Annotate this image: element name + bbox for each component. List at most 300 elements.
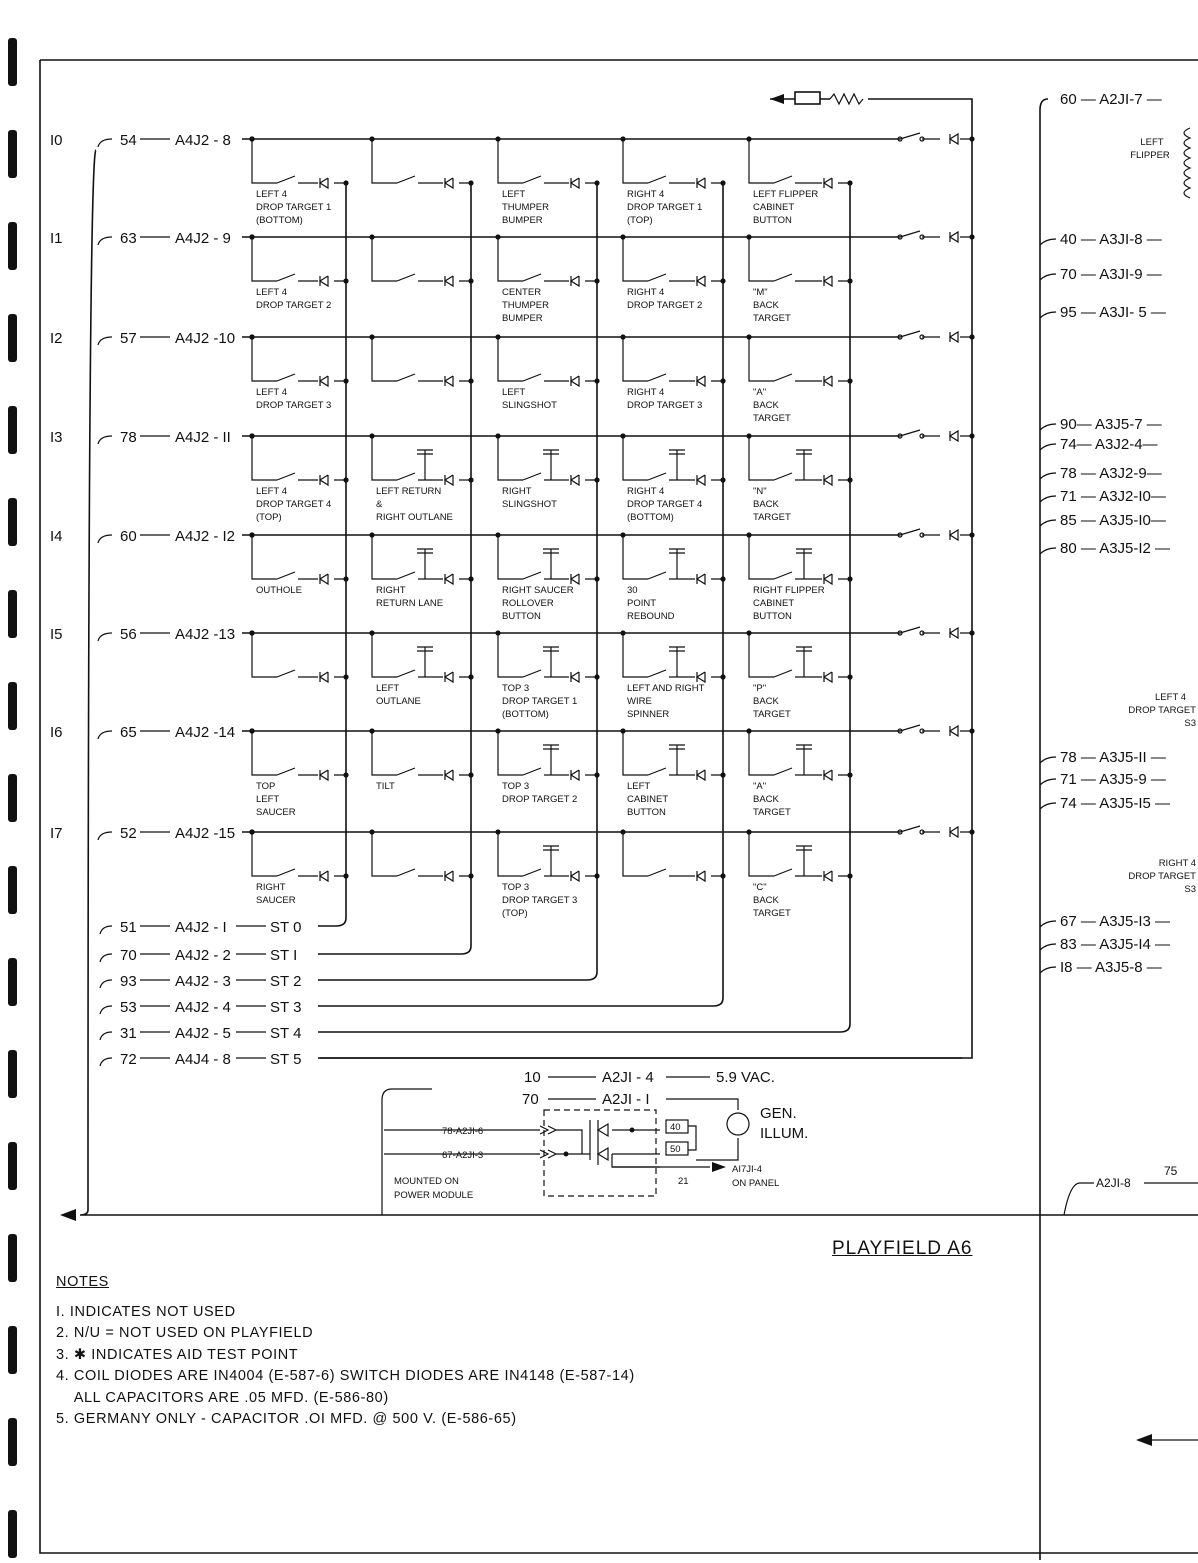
notes-title: NOTES (56, 1274, 109, 1290)
junction-dot (720, 674, 725, 679)
switch-cell (620, 532, 725, 622)
switch-label: BUTTON (502, 611, 541, 622)
right-wire: 74 — A3J5-I5 — (1060, 795, 1171, 812)
switch-label: BUTTON (753, 215, 792, 226)
row-wire-number: 65 (120, 724, 137, 741)
switch-label: "N" (753, 486, 767, 497)
switch-label: TARGET (753, 512, 791, 523)
switch-label: SAUCER (256, 807, 296, 818)
switch-diode-icon (320, 276, 328, 286)
row-wire-number: 54 (120, 132, 137, 149)
binding-hole-mark (8, 1050, 17, 1098)
note-4b: ALL CAPACITORS ARE .05 MFD. (E-586-80) (56, 1389, 389, 1406)
switch-diode-icon (824, 376, 832, 386)
strobe-lead (100, 1032, 112, 1040)
relay-box-50: 50 (670, 1144, 681, 1155)
row-label: I1 (50, 230, 63, 247)
row-switch (900, 826, 972, 832)
switch-label: LEFT (376, 683, 400, 694)
switch-diode-icon (445, 276, 453, 286)
switch-wire (498, 139, 597, 183)
row-diode (950, 827, 958, 837)
junction-dot (969, 829, 974, 834)
switch-cell (249, 630, 348, 682)
right-wire-lead (1040, 444, 1056, 450)
strobe-lead (100, 1006, 112, 1014)
switch-label: "A" (753, 781, 767, 792)
strobe-label: ST 0 (270, 919, 302, 936)
switch-diode-icon (445, 475, 453, 485)
gen-illum-relay (382, 1069, 808, 1215)
switch-label: TARGET (753, 908, 791, 919)
right-lt-2: DROP TARGET (1128, 705, 1196, 716)
switch-wire (749, 633, 850, 677)
switch-label: DROP TARGET 2 (256, 300, 332, 311)
capacitor-icon (796, 450, 812, 480)
switch-diode-icon (697, 574, 705, 584)
switch-diode-icon (445, 574, 453, 584)
row-switch (900, 231, 972, 237)
illum-vac: 5.9 VAC. (716, 1069, 775, 1086)
right-wire-lead (1040, 779, 1056, 785)
right-wire-lead (1040, 239, 1056, 245)
switch-label: TILT (376, 781, 395, 792)
row-wire-number: 60 (120, 528, 137, 545)
switch-wire (498, 237, 597, 281)
junction-dot (468, 378, 473, 383)
junction-dot (969, 630, 974, 635)
note-3: 3. ✱ INDICATES AID TEST POINT (56, 1346, 299, 1363)
right-wire: 40 — A3JI-8 — (1060, 231, 1162, 248)
switch-cell (249, 532, 348, 596)
strobe-column (840, 183, 850, 1032)
row-lead (98, 237, 112, 245)
switch-label: "M" (753, 287, 768, 298)
note-4: 4. COIL DIODES ARE IN4004 (E-587-6) SWITCH DIODES ARE IN4148 (E-587-14) (56, 1368, 635, 1384)
switch-diode-icon (824, 770, 832, 780)
switch-label: BACK (753, 400, 779, 411)
switch-label: ROLLOVER (502, 598, 554, 609)
illum-input-2: 67-A2JI-3 (442, 1150, 484, 1161)
switch-label: RIGHT 4 (627, 189, 665, 200)
capacitor-icon (543, 450, 559, 480)
strobe-connector: A4J2 - 5 (175, 1025, 231, 1042)
binding-hole-mark (8, 406, 17, 454)
strobe-column (461, 183, 471, 954)
switch-label: DROP TARGET 3 (256, 400, 332, 411)
junction-dot (720, 873, 725, 878)
switch-diode-icon (445, 178, 453, 188)
switch-cell (495, 532, 599, 622)
row-connector: A4J2 - 8 (175, 132, 231, 149)
right-wire-lead (1040, 424, 1056, 430)
left-bus-arrow (60, 1209, 76, 1221)
switch-wire (749, 436, 850, 480)
switch-cell (746, 136, 852, 226)
junction-dot (847, 576, 852, 581)
mounted-on-1: MOUNTED ON (394, 1176, 459, 1187)
switch-diode-icon (697, 376, 705, 386)
junction-dot (594, 278, 599, 283)
switch-diode-icon (824, 672, 832, 682)
switch-wire (252, 535, 346, 579)
switch-diode-icon (320, 770, 328, 780)
switch-label: OUTLANE (376, 696, 421, 707)
binding-hole-mark (8, 130, 17, 178)
switch-label: LEFT FLIPPER (753, 189, 819, 200)
switch-label: DROP TARGET 3 (502, 895, 578, 906)
row-label: I6 (50, 724, 63, 741)
switch-diode-icon (697, 672, 705, 682)
right-rt-3: S3 (1184, 884, 1196, 895)
gen-illum-label-2: ILLUM. (760, 1125, 809, 1142)
switch-wire (749, 535, 850, 579)
switch-label: SPINNER (627, 709, 670, 720)
switch-cell (495, 334, 599, 411)
row-switch (900, 133, 972, 139)
row-wire-number: 52 (120, 825, 137, 842)
switch-cell (369, 630, 473, 707)
right-wire-lead (1040, 757, 1056, 763)
switch-label: 30 (627, 585, 638, 596)
switch-cell (249, 234, 348, 311)
switch-label: DROP TARGET 1 (256, 202, 332, 213)
switch-cell (495, 829, 599, 919)
switch-label: LEFT (627, 781, 651, 792)
switch-cell (746, 433, 852, 523)
switch-label: BUTTON (627, 807, 666, 818)
switch-wire (372, 139, 471, 183)
switch-cell (495, 234, 599, 324)
switch-label: TOP 3 (502, 882, 530, 893)
row-lead (98, 731, 112, 739)
row-connector: A4J2 -14 (175, 724, 236, 741)
junction-dot (720, 576, 725, 581)
strobe-wire-number: 72 (120, 1051, 137, 1068)
switch-label: BACK (753, 794, 779, 805)
switch-label: RIGHT 4 (627, 287, 665, 298)
switch-label: TOP (256, 781, 276, 792)
capacitor-icon (796, 745, 812, 775)
binding-hole-mark (8, 1234, 17, 1282)
right-wire: 74— A3J2-4— (1060, 436, 1158, 453)
row-connector: A4J2 - 9 (175, 230, 231, 247)
illum-out-1: AI7JI-4 (732, 1164, 763, 1175)
switch-label: RIGHT 4 (627, 387, 665, 398)
binding-holes (8, 38, 17, 1558)
junction-dot (969, 334, 974, 339)
switch-diode-icon (571, 178, 579, 188)
switch-label: TARGET (753, 709, 791, 720)
row-connector: A4J2 -15 (175, 825, 236, 842)
right-wire: 83 — A3J5-I4 — (1060, 936, 1171, 953)
junction-dot (969, 728, 974, 733)
right-wire-lead (1040, 803, 1056, 809)
row-switch (900, 331, 972, 337)
switch-label: BUMPER (502, 215, 543, 226)
switch-wire (498, 633, 597, 677)
right-wire-lead (1040, 921, 1056, 927)
right-lt-3: S3 (1184, 718, 1196, 729)
row-connector: A4J2 -13 (175, 626, 236, 643)
strobe-wire-number: 93 (120, 973, 137, 990)
switch-label: LEFT AND RIGHT (627, 683, 705, 694)
switch-wire (372, 832, 471, 876)
junction-dot (720, 278, 725, 283)
switch-label: DROP TARGET 4 (256, 499, 332, 510)
switch-diode-icon (697, 276, 705, 286)
junction-dot (847, 772, 852, 777)
junction-dot (343, 576, 348, 581)
switch-label: RIGHT 4 (627, 486, 665, 497)
binding-hole-mark (8, 1510, 17, 1558)
switch-diode-icon (697, 178, 705, 188)
strobe-label: ST 4 (270, 1025, 302, 1042)
capacitor-icon (417, 549, 433, 579)
right-wire: 70 — A3JI-9 — (1060, 266, 1162, 283)
switch-wire (749, 337, 850, 381)
capacitor-icon (543, 549, 559, 579)
switch-diode-icon (320, 376, 328, 386)
mounted-on-2: POWER MODULE (394, 1190, 474, 1201)
row-switch (900, 627, 972, 633)
junction-dot (969, 532, 974, 537)
switch-wire (372, 436, 471, 480)
strobe-connector: A4J4 - 8 (175, 1051, 231, 1068)
binding-hole-mark (8, 866, 17, 914)
switch-diode-icon (445, 376, 453, 386)
switch-wire (623, 139, 723, 183)
capacitor-icon (796, 647, 812, 677)
junction-dot (594, 180, 599, 185)
switch-wire (498, 731, 597, 775)
note-5: 5. GERMANY ONLY - CAPACITOR .OI MFD. @ 500 V. (E-586-65) (56, 1411, 517, 1427)
switch-cell (369, 433, 473, 523)
row-diode (950, 530, 958, 540)
switch-wire (623, 832, 723, 876)
switch-label: TOP 3 (502, 781, 530, 792)
switch-label: REBOUND (627, 611, 675, 622)
switch-cell (746, 630, 852, 720)
strobe-wire-number: 53 (120, 999, 137, 1016)
switch-label: RIGHT (376, 585, 406, 596)
right-wire: 78 — A3J2-9— (1060, 465, 1162, 482)
switch-diode-icon (320, 178, 328, 188)
switch-cell (620, 829, 725, 881)
row-wire-number: 63 (120, 230, 137, 247)
switch-diode-icon (824, 276, 832, 286)
switch-cell (495, 136, 599, 226)
binding-hole-mark (8, 958, 17, 1006)
capacitor-icon (669, 549, 685, 579)
junction-dot (468, 674, 473, 679)
row-switch (900, 529, 972, 535)
switch-label: SAUCER (256, 895, 296, 906)
row-lead (98, 535, 112, 543)
right-rt-2: DROP TARGET (1128, 871, 1196, 882)
right-wire: 90— A3J5-7 — (1060, 416, 1162, 433)
switch-label: DROP TARGET 2 (627, 300, 703, 311)
relay-wire-21: 21 (678, 1176, 689, 1187)
switch-wire (623, 633, 723, 677)
capacitor-icon (417, 450, 433, 480)
junction-dot (847, 180, 852, 185)
junction-dot (594, 576, 599, 581)
switch-cell (620, 728, 725, 818)
switch-diode-icon (571, 376, 579, 386)
row-lead (98, 832, 112, 840)
capacitor-icon (543, 846, 559, 876)
switch-cell (746, 334, 852, 424)
switch-diode-icon (320, 871, 328, 881)
right-flipper-label-2: FLIPPER (1130, 150, 1170, 161)
switch-cell (495, 728, 599, 805)
row-diode (950, 628, 958, 638)
junction-dot (594, 477, 599, 482)
junction-dot (847, 278, 852, 283)
switch-wire (498, 436, 597, 480)
strobe-lines (100, 919, 962, 1068)
junction-dot (468, 576, 473, 581)
row-connector: A4J2 - I2 (175, 528, 236, 545)
strobe-label: ST 5 (270, 1051, 302, 1068)
switch-label: DROP TARGET 1 (627, 202, 703, 213)
binding-hole-mark (8, 498, 17, 546)
switch-cell (249, 829, 348, 906)
switch-diode-icon (824, 475, 832, 485)
right-bottom-wire: 75 (1164, 1164, 1178, 1178)
switch-label: BUMPER (502, 313, 543, 324)
strobe-connector: A4J2 - 3 (175, 973, 231, 990)
row-label: I3 (50, 429, 63, 446)
binding-hole-mark (8, 1326, 17, 1374)
switch-label: (TOP) (256, 512, 282, 523)
junction-dot (468, 873, 473, 878)
strobe-wire-number: 51 (120, 919, 137, 936)
row-diode (950, 134, 958, 144)
switch-wire (252, 731, 346, 775)
switch-wire (372, 237, 471, 281)
binding-hole-mark (8, 682, 17, 730)
switch-wire (252, 237, 346, 281)
switch-label: & (376, 499, 383, 510)
switch-label: LEFT 4 (256, 486, 287, 497)
switch-wire (498, 535, 597, 579)
capacitor-icon (796, 846, 812, 876)
right-wire-lead (1040, 967, 1056, 973)
junction-dot (594, 674, 599, 679)
right-wire: 80 — A3J5-I2 — (1060, 540, 1171, 557)
switch-label: BACK (753, 300, 779, 311)
switch-diode-icon (445, 770, 453, 780)
switch-label: DROP TARGET 1 (502, 696, 578, 707)
switch-cell (369, 234, 473, 286)
switch-diode-icon (697, 475, 705, 485)
switch-label: SLINGSHOT (502, 400, 557, 411)
row-connector: A4J2 - II (175, 429, 231, 446)
strobe-column (336, 183, 346, 926)
switch-label: LEFT (502, 189, 526, 200)
junction-dot (468, 180, 473, 185)
switch-label: RIGHT (256, 882, 286, 893)
junction-dot (969, 433, 974, 438)
strobe-column (713, 183, 723, 1006)
binding-hole-mark (8, 774, 17, 822)
capacitor-icon (669, 450, 685, 480)
switch-label: LEFT 4 (256, 189, 287, 200)
switch-label: (TOP) (627, 215, 653, 226)
switch-diode-icon (571, 770, 579, 780)
switch-cell (369, 829, 473, 881)
switch-label: "C" (753, 882, 767, 893)
junction-dot (847, 674, 852, 679)
switch-label: CABINET (627, 794, 669, 805)
strobe-lead (100, 1058, 112, 1066)
right-wire: 67 — A3J5-I3 — (1060, 913, 1171, 930)
switch-diode-icon (824, 178, 832, 188)
row-wire-number: 56 (120, 626, 137, 643)
junction-dot (343, 378, 348, 383)
illum-wire-10: 10 (524, 1069, 541, 1086)
strobe-connector: A4J2 - 4 (175, 999, 231, 1016)
switch-label: TARGET (753, 413, 791, 424)
binding-hole-mark (8, 38, 17, 86)
switch-diode-icon (571, 475, 579, 485)
switch-label: BACK (753, 696, 779, 707)
junction-dot (343, 278, 348, 283)
switch-diode-icon (571, 276, 579, 286)
switch-cell (620, 433, 725, 523)
switch-wire (498, 337, 597, 381)
switch-label: (TOP) (502, 908, 528, 919)
illum-out-2: ON PANEL (732, 1178, 780, 1189)
junction-dot (969, 136, 974, 141)
row-lead (98, 337, 112, 345)
strobe-column (587, 183, 597, 980)
right-wire: 85 — A3J5-I0— (1060, 512, 1166, 529)
strobe-label: ST I (270, 947, 298, 964)
switch-diode-icon (320, 574, 328, 584)
switch-wire (252, 337, 346, 381)
switch-label: WIRE (627, 696, 652, 707)
right-wire-lead (1040, 312, 1056, 318)
row-label: I2 (50, 330, 63, 347)
right-wire-lead (1040, 548, 1056, 554)
row-diode (950, 726, 958, 736)
switch-diode-icon (697, 871, 705, 881)
switch-wire (749, 237, 850, 281)
strobe-lead (100, 926, 112, 934)
switch-label: RIGHT SAUCER (502, 585, 574, 596)
junction-dot (343, 772, 348, 777)
switch-label: CABINET (753, 598, 795, 609)
switch-label: LEFT (502, 387, 526, 398)
illum-wire-70: 70 (522, 1091, 539, 1108)
illum-a2j1-4: A2JI - 4 (602, 1069, 654, 1086)
binding-hole-mark (8, 590, 17, 638)
switch-wire (252, 436, 346, 480)
binding-hole-mark (8, 1142, 17, 1190)
switch-cell (746, 829, 852, 919)
illum-input-1: 78-A2JI-6 (442, 1126, 484, 1137)
switch-diode-icon (571, 672, 579, 682)
right-bottom-conn: A2JI-8 (1096, 1176, 1131, 1190)
junction-dot (720, 477, 725, 482)
switch-cell (249, 433, 348, 523)
capacitor-icon (417, 647, 433, 677)
switch-cell (249, 728, 348, 818)
switch-cell (620, 234, 725, 311)
